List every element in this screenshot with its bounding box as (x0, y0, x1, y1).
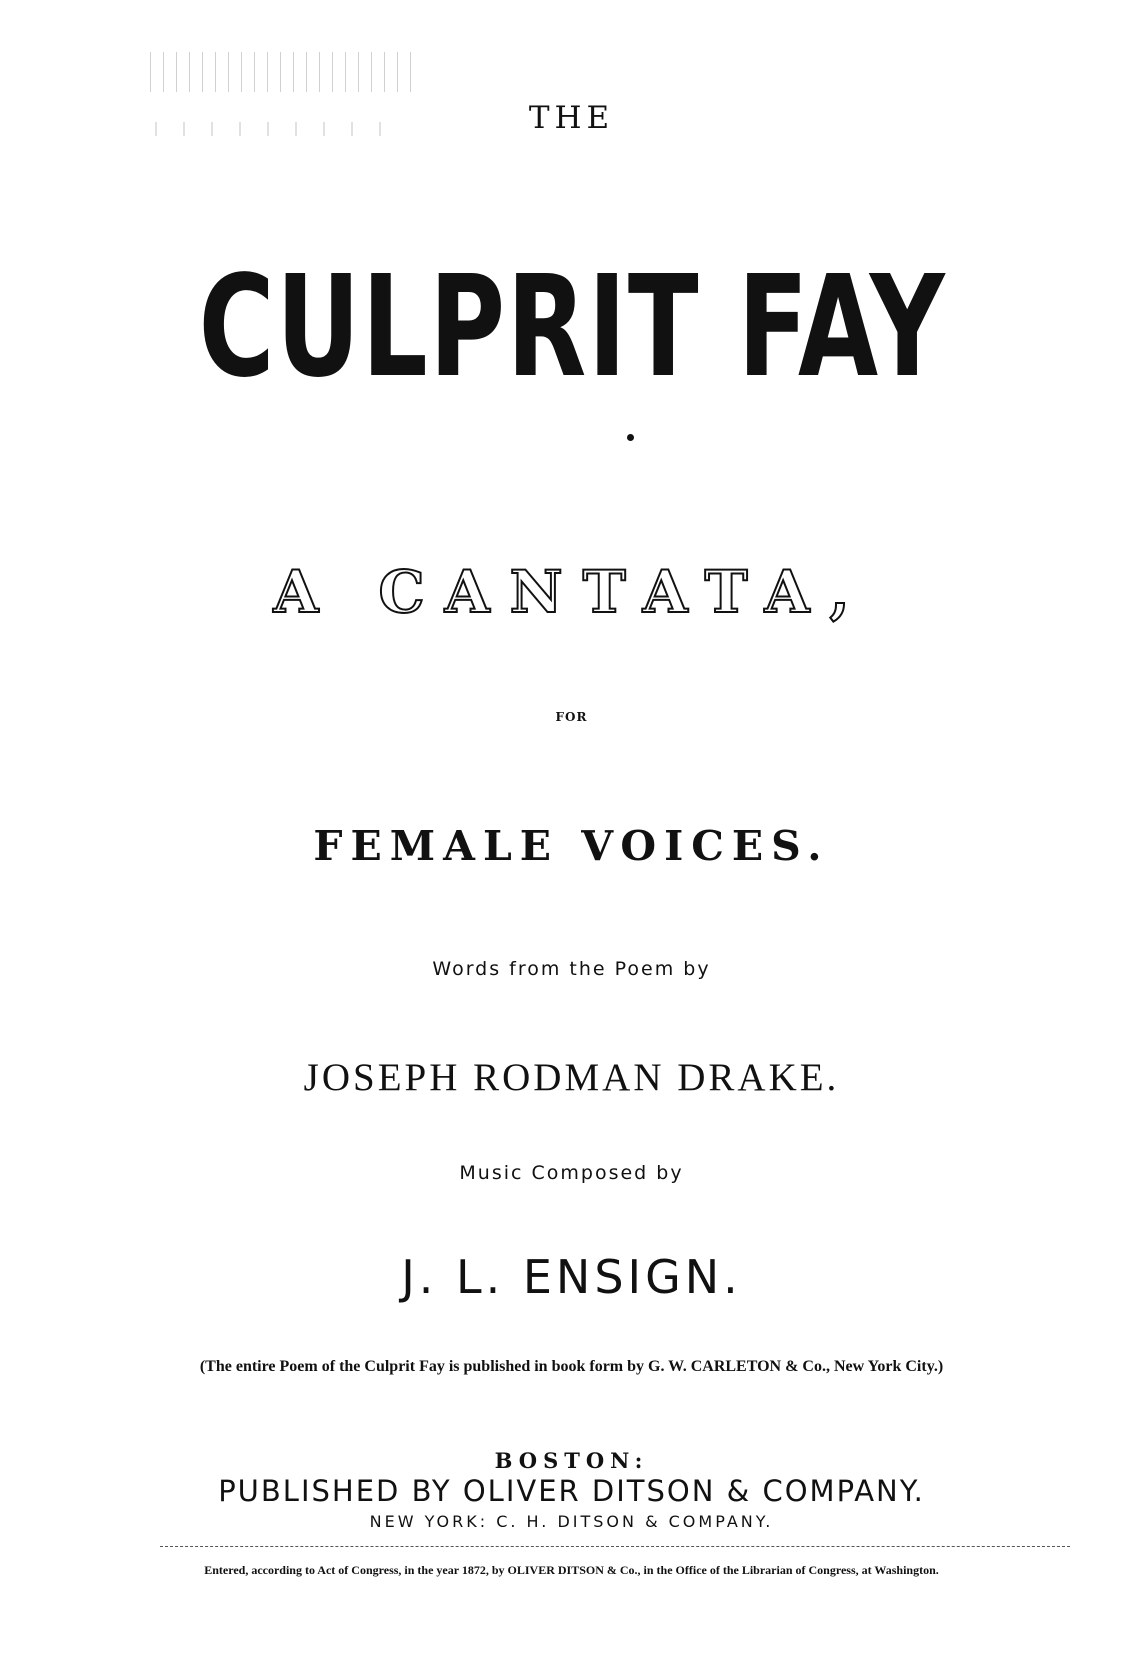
composer-name: J. L. ENSIGN. (401, 1250, 742, 1304)
poet-name: JOSEPH RODMAN DRAKE. (303, 1056, 840, 1099)
music-credit-line: Music Composed by (459, 1162, 684, 1184)
imprint-city: BOSTON: (494, 1448, 649, 1473)
voices-heading: FEMALE VOICES. (313, 822, 830, 870)
branch-line: NEW YORK: C. H. DITSON & COMPANY. (369, 1512, 774, 1531)
publisher-line: PUBLISHED BY OLIVER DITSON & COMPANY. (218, 1474, 925, 1508)
title-ornament-dot (627, 434, 634, 441)
divider-rule (160, 1546, 1070, 1547)
title-article: THE (528, 100, 615, 136)
publication-note: (The entire Poem of the Culprit Fay is published in book form by G. W. CARLETON & Co., New York City.) (199, 1358, 944, 1375)
words-credit-line: Words from the Poem by (432, 958, 711, 980)
main-title: CULPRIT FAY (198, 246, 947, 409)
library-shelf-mark (150, 52, 420, 92)
subtitle: A CANTATA, (273, 558, 870, 626)
for-label: FOR (555, 710, 588, 724)
copyright-notice: Entered, according to Act of Congress, in the year 1872, by OLIVER DITSON & Co., in the Office of the Librarian of Congress, at Washington. (204, 1563, 939, 1577)
